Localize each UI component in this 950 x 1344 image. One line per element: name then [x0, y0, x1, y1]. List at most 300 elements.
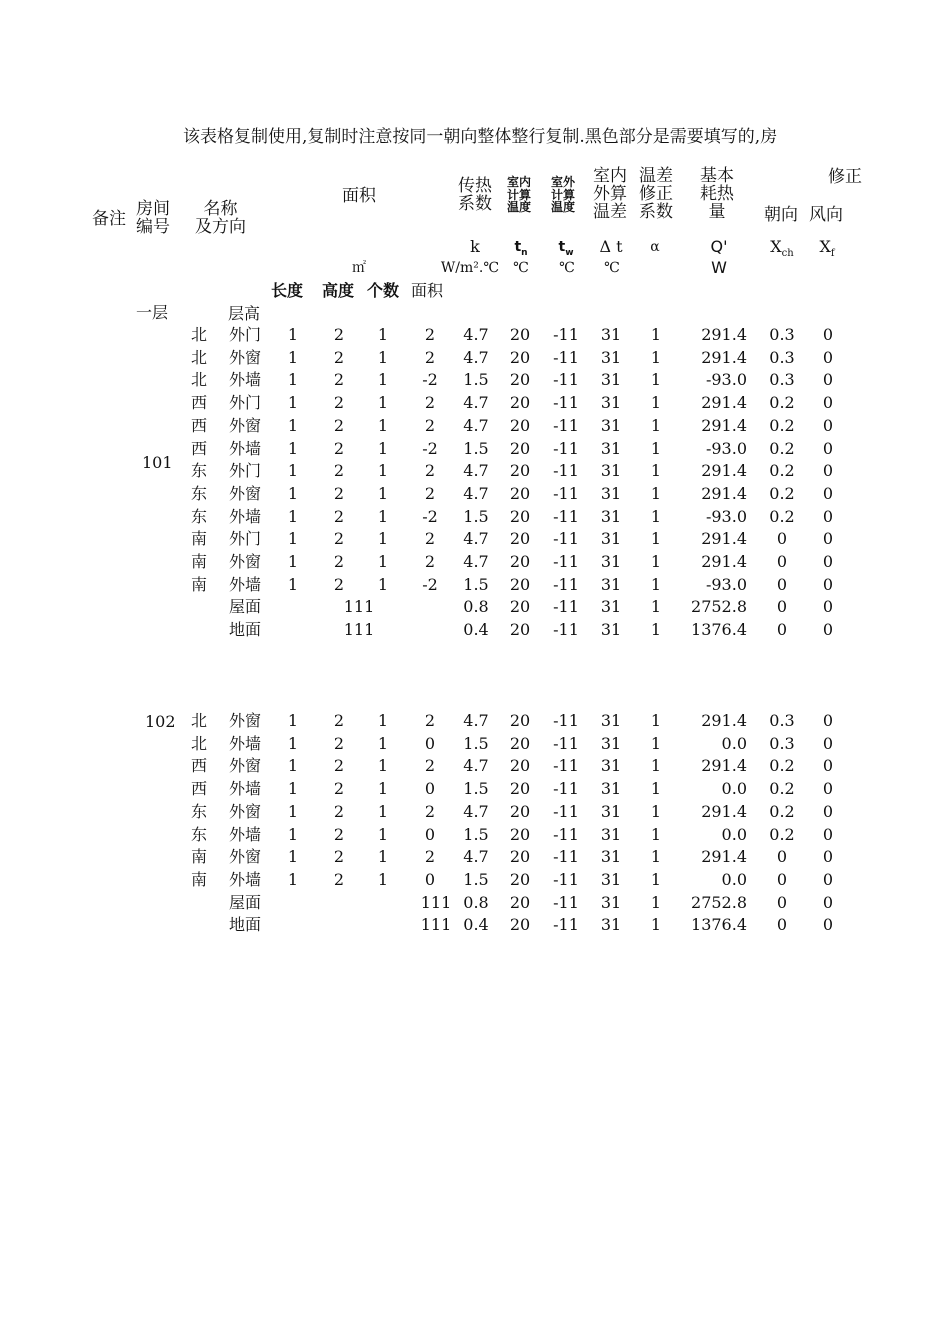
- component-name-cell: 屋面: [228, 893, 262, 912]
- count-cell: 1: [377, 711, 389, 730]
- area-cell: 2: [424, 348, 436, 367]
- wind-correction-cell: 0: [822, 711, 834, 730]
- component-name-cell: 外窗: [228, 484, 262, 503]
- length-cell: 1: [287, 370, 299, 389]
- component-name-cell: 外墙: [228, 779, 262, 798]
- component-name-cell: 外窗: [228, 847, 262, 866]
- heat-loss-cell: 291.4: [701, 416, 747, 435]
- length-cell: 1: [287, 325, 299, 344]
- height-cell: 2: [333, 370, 345, 389]
- k-value-cell: 1.5: [463, 734, 489, 753]
- component-name-cell: 地面: [228, 620, 262, 639]
- dt-cell: 31: [600, 439, 622, 458]
- alpha-cell: 1: [650, 711, 662, 730]
- heat-loss-cell: 291.4: [701, 393, 747, 412]
- header-remark: 备注: [92, 209, 126, 229]
- length-cell: 1: [287, 393, 299, 412]
- unit-k-clip: [440, 259, 499, 279]
- table-row: [0, 509, 950, 531]
- dt-cell: 31: [600, 870, 622, 889]
- alpha-cell: 1: [650, 348, 662, 367]
- k-value-cell: 4.7: [463, 484, 489, 503]
- dt-cell: 31: [600, 416, 622, 435]
- count-cell: 1: [377, 552, 389, 571]
- table-row: [0, 917, 950, 939]
- k-value-cell: 4.7: [463, 711, 489, 730]
- count-cell: 1: [377, 847, 389, 866]
- table-row: [0, 736, 950, 758]
- length-cell: 1: [287, 825, 299, 844]
- unit-area: ㎡: [352, 260, 366, 276]
- wind-correction-cell: 0: [822, 825, 834, 844]
- alpha-cell: 1: [650, 484, 662, 503]
- height-cell: 2: [333, 552, 345, 571]
- alpha-cell: 1: [650, 847, 662, 866]
- orientation-correction-cell: 0.3: [769, 734, 795, 753]
- unit-q: W: [711, 258, 727, 277]
- height-cell: 2: [333, 870, 345, 889]
- length-cell: 1: [287, 552, 299, 571]
- height-cell: 2: [333, 756, 345, 775]
- floor-label: 一层: [136, 303, 169, 322]
- direction-cell: 西: [190, 393, 208, 412]
- length-cell: 1: [287, 348, 299, 367]
- alpha-cell: 1: [650, 825, 662, 844]
- dt-cell: 31: [600, 529, 622, 548]
- alpha-cell: 1: [650, 325, 662, 344]
- symbol-tn: $t_n$: [514, 239, 528, 258]
- count-cell: 1: [377, 734, 389, 753]
- wind-correction-cell: 0: [822, 393, 834, 412]
- component-name-cell: 外窗: [228, 711, 262, 730]
- area-cell: 0: [424, 870, 436, 889]
- orientation-correction-cell: 0.2: [769, 802, 795, 821]
- height-cell: 111: [343, 620, 375, 639]
- alpha-cell: 1: [650, 393, 662, 412]
- table-row: [0, 622, 950, 644]
- tn-cell: 20: [509, 484, 531, 503]
- area-cell: 2: [424, 529, 436, 548]
- table-row: [0, 395, 950, 417]
- tw-cell: -11: [553, 416, 579, 435]
- tn-cell: 20: [509, 370, 531, 389]
- alpha-cell: 1: [650, 779, 662, 798]
- unit-tn: ℃: [513, 260, 529, 276]
- k-value-cell: 1.5: [463, 439, 489, 458]
- tw-cell: -11: [553, 620, 579, 639]
- tw-cell: -11: [553, 348, 579, 367]
- tw-cell: -11: [553, 484, 579, 503]
- area-cell: 0: [424, 734, 436, 753]
- alpha-cell: 1: [650, 461, 662, 480]
- wind-correction-cell: 0: [822, 779, 834, 798]
- subheader-height: 高度: [322, 281, 355, 300]
- area-cell: 111: [420, 915, 452, 934]
- count-cell: 1: [377, 507, 389, 526]
- length-cell: 1: [287, 779, 299, 798]
- height-cell: 2: [333, 416, 345, 435]
- k-value-cell: 4.7: [463, 325, 489, 344]
- wind-correction-cell: 0: [822, 847, 834, 866]
- k-value-cell: 4.7: [463, 552, 489, 571]
- direction-cell: 北: [190, 711, 208, 730]
- component-name-cell: 外墙: [228, 825, 262, 844]
- height-cell: 2: [333, 439, 345, 458]
- wind-correction-cell: 0: [822, 348, 834, 367]
- component-name-cell: 外窗: [228, 348, 262, 367]
- area-cell: 2: [424, 461, 436, 480]
- count-cell: 1: [377, 416, 389, 435]
- count-cell: 1: [377, 575, 389, 594]
- wind-correction-cell: 0: [822, 756, 834, 775]
- orientation-correction-cell: 0: [776, 575, 788, 594]
- dt-cell: 31: [600, 370, 622, 389]
- table-row: [0, 372, 950, 394]
- tw-cell: -11: [553, 575, 579, 594]
- symbol-xch: $X_{ch}$: [770, 237, 794, 260]
- heat-loss-cell: 291.4: [701, 529, 747, 548]
- subheader-length: 长度: [271, 281, 304, 300]
- tn-cell: 20: [509, 825, 531, 844]
- orientation-correction-cell: 0: [776, 893, 788, 912]
- k-value-cell: 1.5: [463, 575, 489, 594]
- table-row: [0, 486, 950, 508]
- length-cell: 1: [287, 756, 299, 775]
- area-cell: 2: [424, 847, 436, 866]
- header-tw: 室外 计算 温度: [551, 175, 576, 215]
- table-row: [0, 554, 950, 576]
- direction-cell: 南: [190, 870, 208, 889]
- alpha-cell: 1: [650, 552, 662, 571]
- direction-cell: 东: [190, 461, 208, 480]
- component-name-cell: 外墙: [228, 575, 262, 594]
- component-name-cell: 外墙: [228, 439, 262, 458]
- k-value-cell: 4.7: [463, 461, 489, 480]
- length-cell: 1: [287, 461, 299, 480]
- heat-loss-cell: 0.0: [721, 734, 747, 753]
- component-name-cell: 外墙: [228, 870, 262, 889]
- orientation-correction-cell: 0.2: [769, 416, 795, 435]
- orientation-correction-cell: 0.3: [769, 370, 795, 389]
- tn-cell: 20: [509, 439, 531, 458]
- count-cell: 1: [377, 484, 389, 503]
- count-cell: 1: [377, 370, 389, 389]
- tn-cell: 20: [509, 870, 531, 889]
- orientation-correction-cell: 0.2: [769, 507, 795, 526]
- table-row: [0, 463, 950, 485]
- table-row: [0, 804, 950, 826]
- tn-cell: 20: [509, 711, 531, 730]
- tw-cell: -11: [553, 529, 579, 548]
- alpha-cell: 1: [650, 416, 662, 435]
- height-cell: 2: [333, 529, 345, 548]
- k-value-cell: 4.7: [463, 756, 489, 775]
- tn-cell: 20: [509, 756, 531, 775]
- header-orient: 朝向: [764, 205, 798, 225]
- tn-cell: 20: [509, 416, 531, 435]
- area-cell: 2: [424, 393, 436, 412]
- direction-cell: 北: [190, 325, 208, 344]
- table-row: [0, 849, 950, 871]
- dt-cell: 31: [600, 348, 622, 367]
- subheader-count: 个数: [367, 281, 400, 300]
- dt-cell: 31: [600, 552, 622, 571]
- area-cell: -2: [422, 507, 438, 526]
- header-name: 名称 及方向: [195, 199, 246, 237]
- heat-loss-cell: 291.4: [701, 847, 747, 866]
- height-cell: 111: [343, 597, 375, 616]
- length-cell: 1: [287, 416, 299, 435]
- area-cell: 2: [424, 416, 436, 435]
- header-wind: 风向: [809, 205, 843, 225]
- instruction-note: 该表格复制使用,复制时注意按同一朝向整体整行复制.黑色部分是需要填写的,房: [183, 127, 778, 147]
- symbol-k: k: [470, 237, 480, 256]
- heat-loss-cell: -93.0: [705, 575, 747, 594]
- wind-correction-cell: 0: [822, 552, 834, 571]
- k-value-cell: 1.5: [463, 370, 489, 389]
- direction-cell: 北: [190, 370, 208, 389]
- header-tn: 室内 计算 温度: [507, 175, 532, 215]
- alpha-cell: 1: [650, 915, 662, 934]
- tw-cell: -11: [553, 393, 579, 412]
- orientation-correction-cell: 0.2: [769, 484, 795, 503]
- area-cell: 2: [424, 802, 436, 821]
- symbol-q: Q': [710, 237, 728, 256]
- wind-correction-cell: 0: [822, 802, 834, 821]
- direction-cell: 西: [190, 416, 208, 435]
- height-cell: 2: [333, 484, 345, 503]
- length-cell: 1: [287, 870, 299, 889]
- wind-correction-cell: 0: [822, 325, 834, 344]
- table-row: [0, 895, 950, 917]
- orientation-correction-cell: 0.3: [769, 348, 795, 367]
- heat-loss-cell: 2752.8: [691, 893, 747, 912]
- alpha-cell: 1: [650, 870, 662, 889]
- dt-cell: 31: [600, 507, 622, 526]
- symbol-xf: $X_f$: [819, 237, 835, 260]
- tn-cell: 20: [509, 847, 531, 866]
- direction-cell: 北: [190, 734, 208, 753]
- alpha-cell: 1: [650, 529, 662, 548]
- length-cell: 1: [287, 439, 299, 458]
- direction-cell: 东: [190, 825, 208, 844]
- dt-cell: 31: [600, 393, 622, 412]
- wind-correction-cell: 0: [822, 484, 834, 503]
- tw-cell: -11: [553, 779, 579, 798]
- count-cell: 1: [377, 393, 389, 412]
- height-cell: 2: [333, 847, 345, 866]
- tw-cell: -11: [553, 756, 579, 775]
- direction-cell: 西: [190, 756, 208, 775]
- wind-correction-cell: 0: [822, 461, 834, 480]
- k-value-cell: 4.7: [463, 416, 489, 435]
- orientation-correction-cell: 0.2: [769, 779, 795, 798]
- direction-cell: 东: [190, 507, 208, 526]
- orientation-correction-cell: 0: [776, 597, 788, 616]
- wind-correction-cell: 0: [822, 439, 834, 458]
- tw-cell: -11: [553, 370, 579, 389]
- tw-cell: -11: [553, 552, 579, 571]
- k-value-cell: 0.8: [463, 893, 489, 912]
- dt-cell: 31: [600, 734, 622, 753]
- dt-cell: 31: [600, 893, 622, 912]
- count-cell: 1: [377, 461, 389, 480]
- alpha-cell: 1: [650, 597, 662, 616]
- heat-loss-cell: 291.4: [701, 325, 747, 344]
- tn-cell: 20: [509, 915, 531, 934]
- symbol-tw: $t_w$: [558, 239, 574, 258]
- count-cell: 1: [377, 348, 389, 367]
- tw-cell: -11: [553, 597, 579, 616]
- area-cell: 2: [424, 756, 436, 775]
- table-row: [0, 827, 950, 849]
- tw-cell: -11: [553, 461, 579, 480]
- height-cell: 2: [333, 507, 345, 526]
- orientation-correction-cell: 0.2: [769, 393, 795, 412]
- tw-cell: -11: [553, 870, 579, 889]
- alpha-cell: 1: [650, 893, 662, 912]
- wind-correction-cell: 0: [822, 620, 834, 639]
- heat-loss-cell: 291.4: [701, 711, 747, 730]
- area-cell: 2: [424, 552, 436, 571]
- length-cell: 1: [287, 734, 299, 753]
- direction-cell: 北: [190, 348, 208, 367]
- component-name-cell: 外窗: [228, 552, 262, 571]
- heat-loss-cell: 0.0: [721, 825, 747, 844]
- alpha-cell: 1: [650, 507, 662, 526]
- length-cell: 1: [287, 507, 299, 526]
- count-cell: 1: [377, 325, 389, 344]
- length-cell: 1: [287, 802, 299, 821]
- unit-dt: ℃: [604, 260, 620, 276]
- orientation-correction-cell: 0: [776, 870, 788, 889]
- count-cell: 1: [377, 870, 389, 889]
- k-value-cell: 4.7: [463, 393, 489, 412]
- subheader-area: 面积: [411, 281, 444, 300]
- area-cell: 2: [424, 484, 436, 503]
- area-cell: -2: [422, 439, 438, 458]
- dt-cell: 31: [600, 825, 622, 844]
- k-value-cell: 0.4: [463, 620, 489, 639]
- dt-cell: 31: [600, 915, 622, 934]
- room-102-number: 102: [145, 712, 176, 731]
- k-value-cell: 0.4: [463, 915, 489, 934]
- wind-correction-cell: 0: [822, 597, 834, 616]
- tn-cell: 20: [509, 461, 531, 480]
- tn-cell: 20: [509, 575, 531, 594]
- height-cell: 2: [333, 779, 345, 798]
- header-correction: 修正: [828, 167, 862, 187]
- heat-loss-cell: 291.4: [701, 756, 747, 775]
- height-cell: 2: [333, 393, 345, 412]
- alpha-cell: 1: [650, 734, 662, 753]
- heat-loss-cell: 291.4: [701, 461, 747, 480]
- component-name-cell: 外窗: [228, 416, 262, 435]
- orientation-correction-cell: 0: [776, 915, 788, 934]
- k-value-cell: 4.7: [463, 348, 489, 367]
- component-name-cell: 地面: [228, 915, 262, 934]
- count-cell: 1: [377, 756, 389, 775]
- tw-cell: -11: [553, 825, 579, 844]
- count-cell: 1: [377, 529, 389, 548]
- orientation-correction-cell: 0.2: [769, 439, 795, 458]
- heat-loss-cell: 2752.8: [691, 597, 747, 616]
- alpha-cell: 1: [650, 620, 662, 639]
- alpha-cell: 1: [650, 756, 662, 775]
- tw-cell: -11: [553, 439, 579, 458]
- wind-correction-cell: 0: [822, 529, 834, 548]
- direction-cell: 东: [190, 802, 208, 821]
- symbol-dt: Δ t: [599, 237, 623, 256]
- header-room-no: 房间 编号: [136, 199, 170, 237]
- direction-cell: 西: [190, 439, 208, 458]
- direction-cell: 南: [190, 575, 208, 594]
- tn-cell: 20: [509, 393, 531, 412]
- length-cell: 1: [287, 484, 299, 503]
- k-value-cell: 0.8: [463, 597, 489, 616]
- heat-loss-cell: 291.4: [701, 552, 747, 571]
- orientation-correction-cell: 0: [776, 620, 788, 639]
- component-name-cell: 外门: [228, 529, 262, 548]
- area-cell: 0: [424, 779, 436, 798]
- table-row: [0, 441, 950, 463]
- dt-cell: 31: [600, 847, 622, 866]
- height-cell: 2: [333, 575, 345, 594]
- heat-loss-cell: 0.0: [721, 779, 747, 798]
- tn-cell: 20: [509, 802, 531, 821]
- component-name-cell: 外门: [228, 461, 262, 480]
- area-cell: 2: [424, 325, 436, 344]
- k-value-cell: 4.7: [463, 847, 489, 866]
- count-cell: 1: [377, 825, 389, 844]
- component-name-cell: 屋面: [228, 597, 262, 616]
- orientation-correction-cell: 0: [776, 847, 788, 866]
- component-name-cell: 外墙: [228, 370, 262, 389]
- k-value-cell: 1.5: [463, 870, 489, 889]
- unit-k: W/m².℃: [440, 260, 499, 276]
- length-cell: 1: [287, 847, 299, 866]
- wind-correction-cell: 0: [822, 416, 834, 435]
- dt-cell: 31: [600, 575, 622, 594]
- tn-cell: 20: [509, 552, 531, 571]
- wind-correction-cell: 0: [822, 915, 834, 934]
- table-row: [0, 418, 950, 440]
- unit-tw: ℃: [559, 260, 575, 276]
- tn-cell: 20: [509, 734, 531, 753]
- alpha-cell: 1: [650, 575, 662, 594]
- table-row: [0, 713, 950, 735]
- heat-loss-cell: 291.4: [701, 484, 747, 503]
- note-clip: [0, 126, 850, 150]
- heat-loss-cell: 291.4: [701, 348, 747, 367]
- height-cell: 2: [333, 325, 345, 344]
- tn-cell: 20: [509, 325, 531, 344]
- alpha-cell: 1: [650, 802, 662, 821]
- dt-cell: 31: [600, 597, 622, 616]
- heat-loss-cell: 291.4: [701, 802, 747, 821]
- tw-cell: -11: [553, 711, 579, 730]
- tn-cell: 20: [509, 507, 531, 526]
- heat-loss-cell: -93.0: [705, 370, 747, 389]
- tn-cell: 20: [509, 529, 531, 548]
- table-row: [0, 781, 950, 803]
- orientation-correction-cell: 0.2: [769, 825, 795, 844]
- table-row: [0, 350, 950, 372]
- length-cell: 1: [287, 529, 299, 548]
- tw-cell: -11: [553, 325, 579, 344]
- dt-cell: 31: [600, 461, 622, 480]
- component-name-cell: 外窗: [228, 802, 262, 821]
